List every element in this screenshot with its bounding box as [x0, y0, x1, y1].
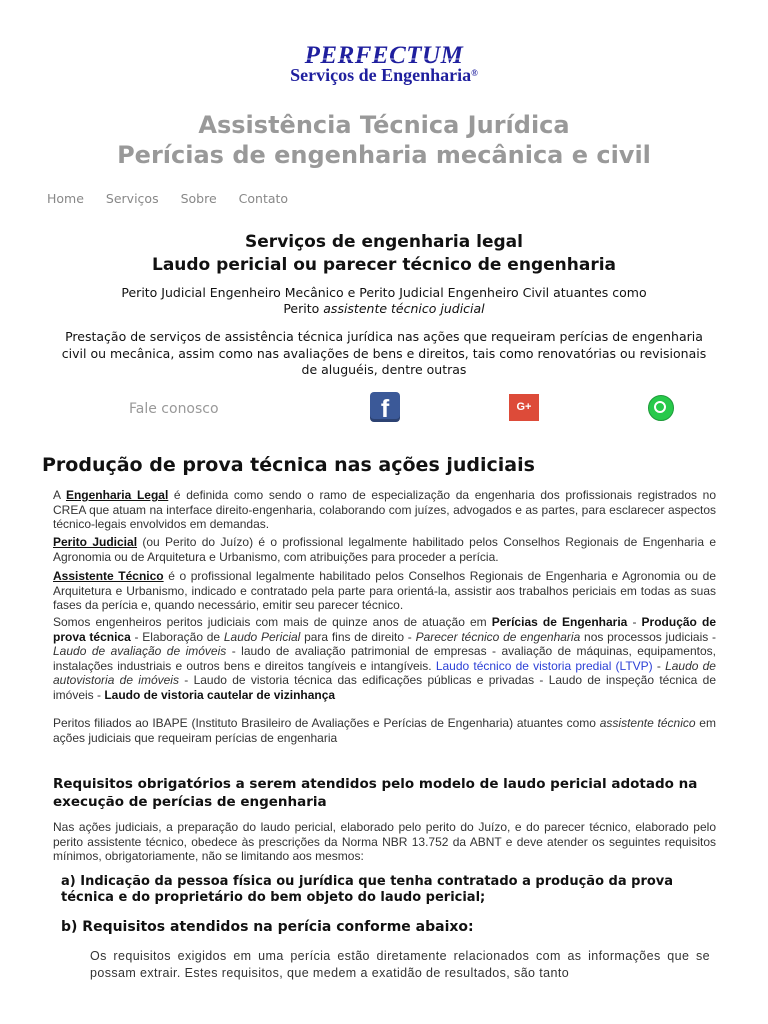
section1-heading: Produção de prova técnica nas ações judiciais [42, 454, 535, 476]
nav-contato[interactable]: Contato [238, 191, 289, 206]
logo-wordmark[interactable]: PERFECTUM [304, 42, 464, 69]
term-perito-judicial[interactable]: Perito Judicial [53, 535, 138, 549]
paragraph-servicos: Somos engenheiros peritos judiciais com mais de quinze anos de atuação em Perícias de Engenharia - Produção de prova técnica - Elaboração de Laudo Pericial para fins de direito - Parecer técnico de engenharia nos processos judiciais - Laudo de avaliação de imóveis - laudo de avaliação patrimonial de empresas - avaliação de máquinas, equipamentos, instalações industriais e outros bens e direitos tangíveis e intangíveis. Laudo técnico de vistoria predial (LTVP) - Laudo de autovistoria de imóveis - Laudo de vistoria técnica das edificações públicas e privadas - Laudo de inspeção técnica de imóveis - Laudo de vistoria cautelar de vizinhança [53, 615, 716, 702]
googleplus-icon[interactable]: G+ [509, 394, 539, 421]
services-text: Prestação de serviços de assistência técnica jurídica nas ações que requeiram perícias de engenharia civil ou mecânica, assim como nas avaliações de bens e direitos, tais como renovatórias ou revisionais de aluguéis, dentre outras [61, 329, 707, 377]
intro-title-line2: Laudo pericial ou parecer técnico de engenharia [151, 255, 616, 275]
nav-sobre[interactable]: Sobre [180, 191, 217, 206]
paragraph-ibape: Peritos filiados ao IBAPE (Instituto Brasileiro de Avaliações e Perícias de Engenharia) atuantes como assistente técnico em ações judiciais que requeiram perícias de engenharia [53, 716, 716, 745]
paragraph-requisitos: Nas ações judiciais, a preparação do laudo pericial, elaborado pelo perito do Juízo, e do parecer técnico, elaborado pelo perito assistente técnico, obedece às prescrições da Norma NBR 13.752 da ABNT e deve atender os seguintes requisitos mínimos, obrigatoriamente, não se limitando aos mesmos: [53, 820, 716, 864]
paragraph-perito-judicial: Perito Judicial (ou Perito do Juízo) é o profissional legalmente habilitado pelos Conselhos Regionais de Engenharia e Agronomia ou de Arquitetura e Urbanismo, com atribuições para proceder a perícia. [53, 535, 716, 564]
facebook-icon[interactable]: f [370, 392, 400, 422]
paragraph-engenharia-legal: A Engenharia Legal é definida como sendo o ramo de especialização da engenharia dos profissionais registrados no CREA que atuam na interface direito-engenharia, colaborando com juízes, advogados e as partes, para esclarecer aspectos técnico-legais envolvidos em demandas. [53, 488, 716, 532]
perito-line1: Perito Judicial Engenheiro Mecânico e Perito Judicial Engenheiro Civil atuantes como [121, 285, 647, 300]
nav-home[interactable]: Home [47, 191, 84, 206]
section2-heading: Requisitos obrigatórios a serem atendidos pelo modelo de laudo pericial adotado na execução de perícias de engenharia [53, 776, 698, 810]
term-assistente-tecnico[interactable]: Assistente Técnico [53, 569, 164, 583]
main-nav [47, 191, 310, 207]
nav-servicos[interactable]: Serviços [105, 191, 159, 206]
registered-mark: ® [471, 68, 478, 78]
link-vistoria-predial[interactable]: Laudo técnico de vistoria predial (LTVP) [435, 658, 653, 673]
term-engenharia-legal[interactable]: Engenharia Legal [65, 488, 169, 502]
paragraph-requisitos-pericia: Os requisitos exigidos em uma perícia estão diretamente relacionados com as informações que se possam extrair. Estes requisitos, que medem a exatidão de resultados, são tanto [90, 949, 710, 980]
requirement-a: a) Indicação da pessoa física ou jurídica que tenha contratado a produção da prova técnica e do proprietário do bem objeto do laudo pericial; [61, 874, 674, 905]
contact-label: Fale conosco [129, 401, 219, 417]
whatsapp-icon[interactable] [648, 395, 674, 421]
requirement-b: b) Requisitos atendidos na perícia conforme abaixo: [61, 919, 474, 935]
page-title-line1: Assistência Técnica Jurídica [198, 111, 570, 139]
page-title-line2: Perícias de engenharia mecânica e civil [117, 141, 651, 169]
perito-line2: Perito assistente técnico judicial [283, 301, 485, 316]
logo-subtitle: Serviços de Engenharia® [290, 65, 478, 85]
logo-stripe [274, 58, 496, 60]
intro-title-line1: Serviços de engenharia legal [245, 232, 523, 252]
paragraph-assistente-tecnico: Assistente Técnico é o profissional legalmente habilitado pelos Conselhos Regionais de Engenharia e Agronomia ou de Arquitetura e Urbanismo, indicado e contratado pela parte para orientá-la, assistir aos trabalhos periciais em todas as suas fases da perícia e, quando necessário, emitir seu parecer técnico. [53, 569, 717, 613]
